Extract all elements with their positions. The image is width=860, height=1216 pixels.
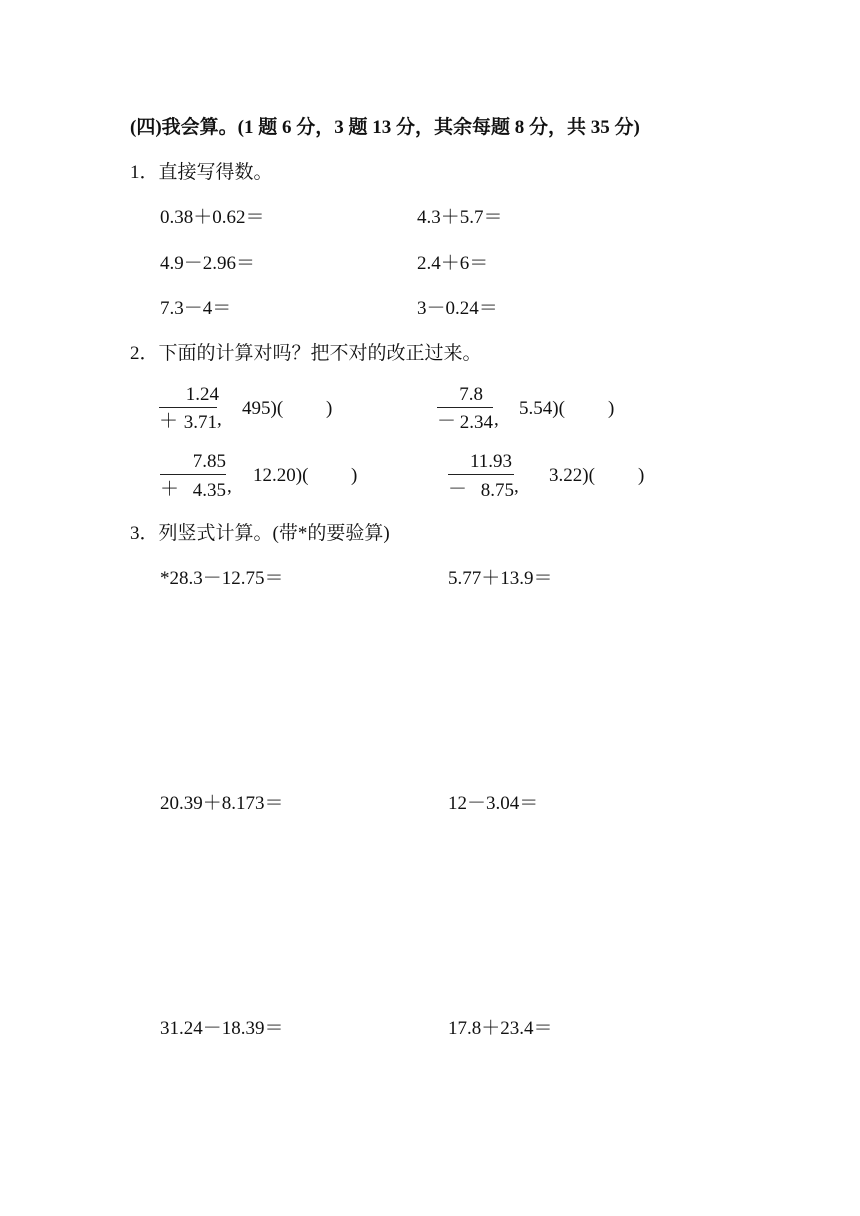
q3-item: *28.3－12.75＝ [160,568,284,589]
q3-item: 12－3.04＝ [448,793,539,814]
comma: , [514,476,519,497]
q3-item: 5.77＋13.9＝ [448,568,553,589]
q1-item: 4.9－2.96＝ [160,253,256,274]
answer-blank-close: ) [351,465,358,486]
top-number: 1.24 [185,384,219,405]
top-number: 7.85 [192,451,226,472]
q2-heading: 2．下面的计算对吗？把不对的改正过来。 [130,343,482,364]
operator: － [448,479,468,500]
operator: － [437,411,457,432]
bottom-number: 8.75 [480,480,514,501]
q1-item: 2.4＋6＝ [417,253,489,274]
section-title: (四)我会算。(1 题 6 分，3 题 13 分，其余每题 8 分，共 35 分) [130,117,640,138]
bottom-number: 4.35 [192,480,226,501]
q3-item: 31.24－18.39＝ [160,1018,284,1039]
top-number: 7.8 [459,384,483,405]
calc-line [448,474,514,475]
vertical-calculation [160,452,228,502]
answer-blank-close: ) [638,465,645,486]
q3-item: 17.8＋23.4＝ [448,1018,553,1039]
calc-line [159,407,217,408]
answer-blank-close: ) [326,398,333,419]
comma: , [494,409,499,430]
vertical-calculation [159,385,219,435]
vertical-calculation [448,452,516,502]
operator: ＋ [159,411,179,432]
comma: , [227,476,232,497]
answer-text: 5.54)( [519,398,565,419]
vertical-calculation [437,385,495,435]
bottom-number: 2.34 [459,412,493,433]
operator: ＋ [160,479,180,500]
comma: , [217,409,222,430]
bottom-number: 3.71 [183,412,217,433]
q1-item: 3－0.24＝ [417,298,498,319]
answer-text: 12.20)( [253,465,309,486]
calc-line [437,407,493,408]
q1-heading: 1．直接写得数。 [130,162,273,183]
q1-item: 4.3＋5.7＝ [417,207,503,228]
answer-text: 3.22)( [549,465,595,486]
q3-item: 20.39＋8.173＝ [160,793,284,814]
answer-blank-close: ) [608,398,615,419]
top-number: 11.93 [469,451,512,472]
answer-text: 495)( [242,398,284,419]
q1-item: 0.38＋0.62＝ [160,207,265,228]
q1-item: 7.3－4＝ [160,298,232,319]
q3-heading: 3．列竖式计算。(带*的要验算) [130,523,390,544]
calc-line [160,474,226,475]
